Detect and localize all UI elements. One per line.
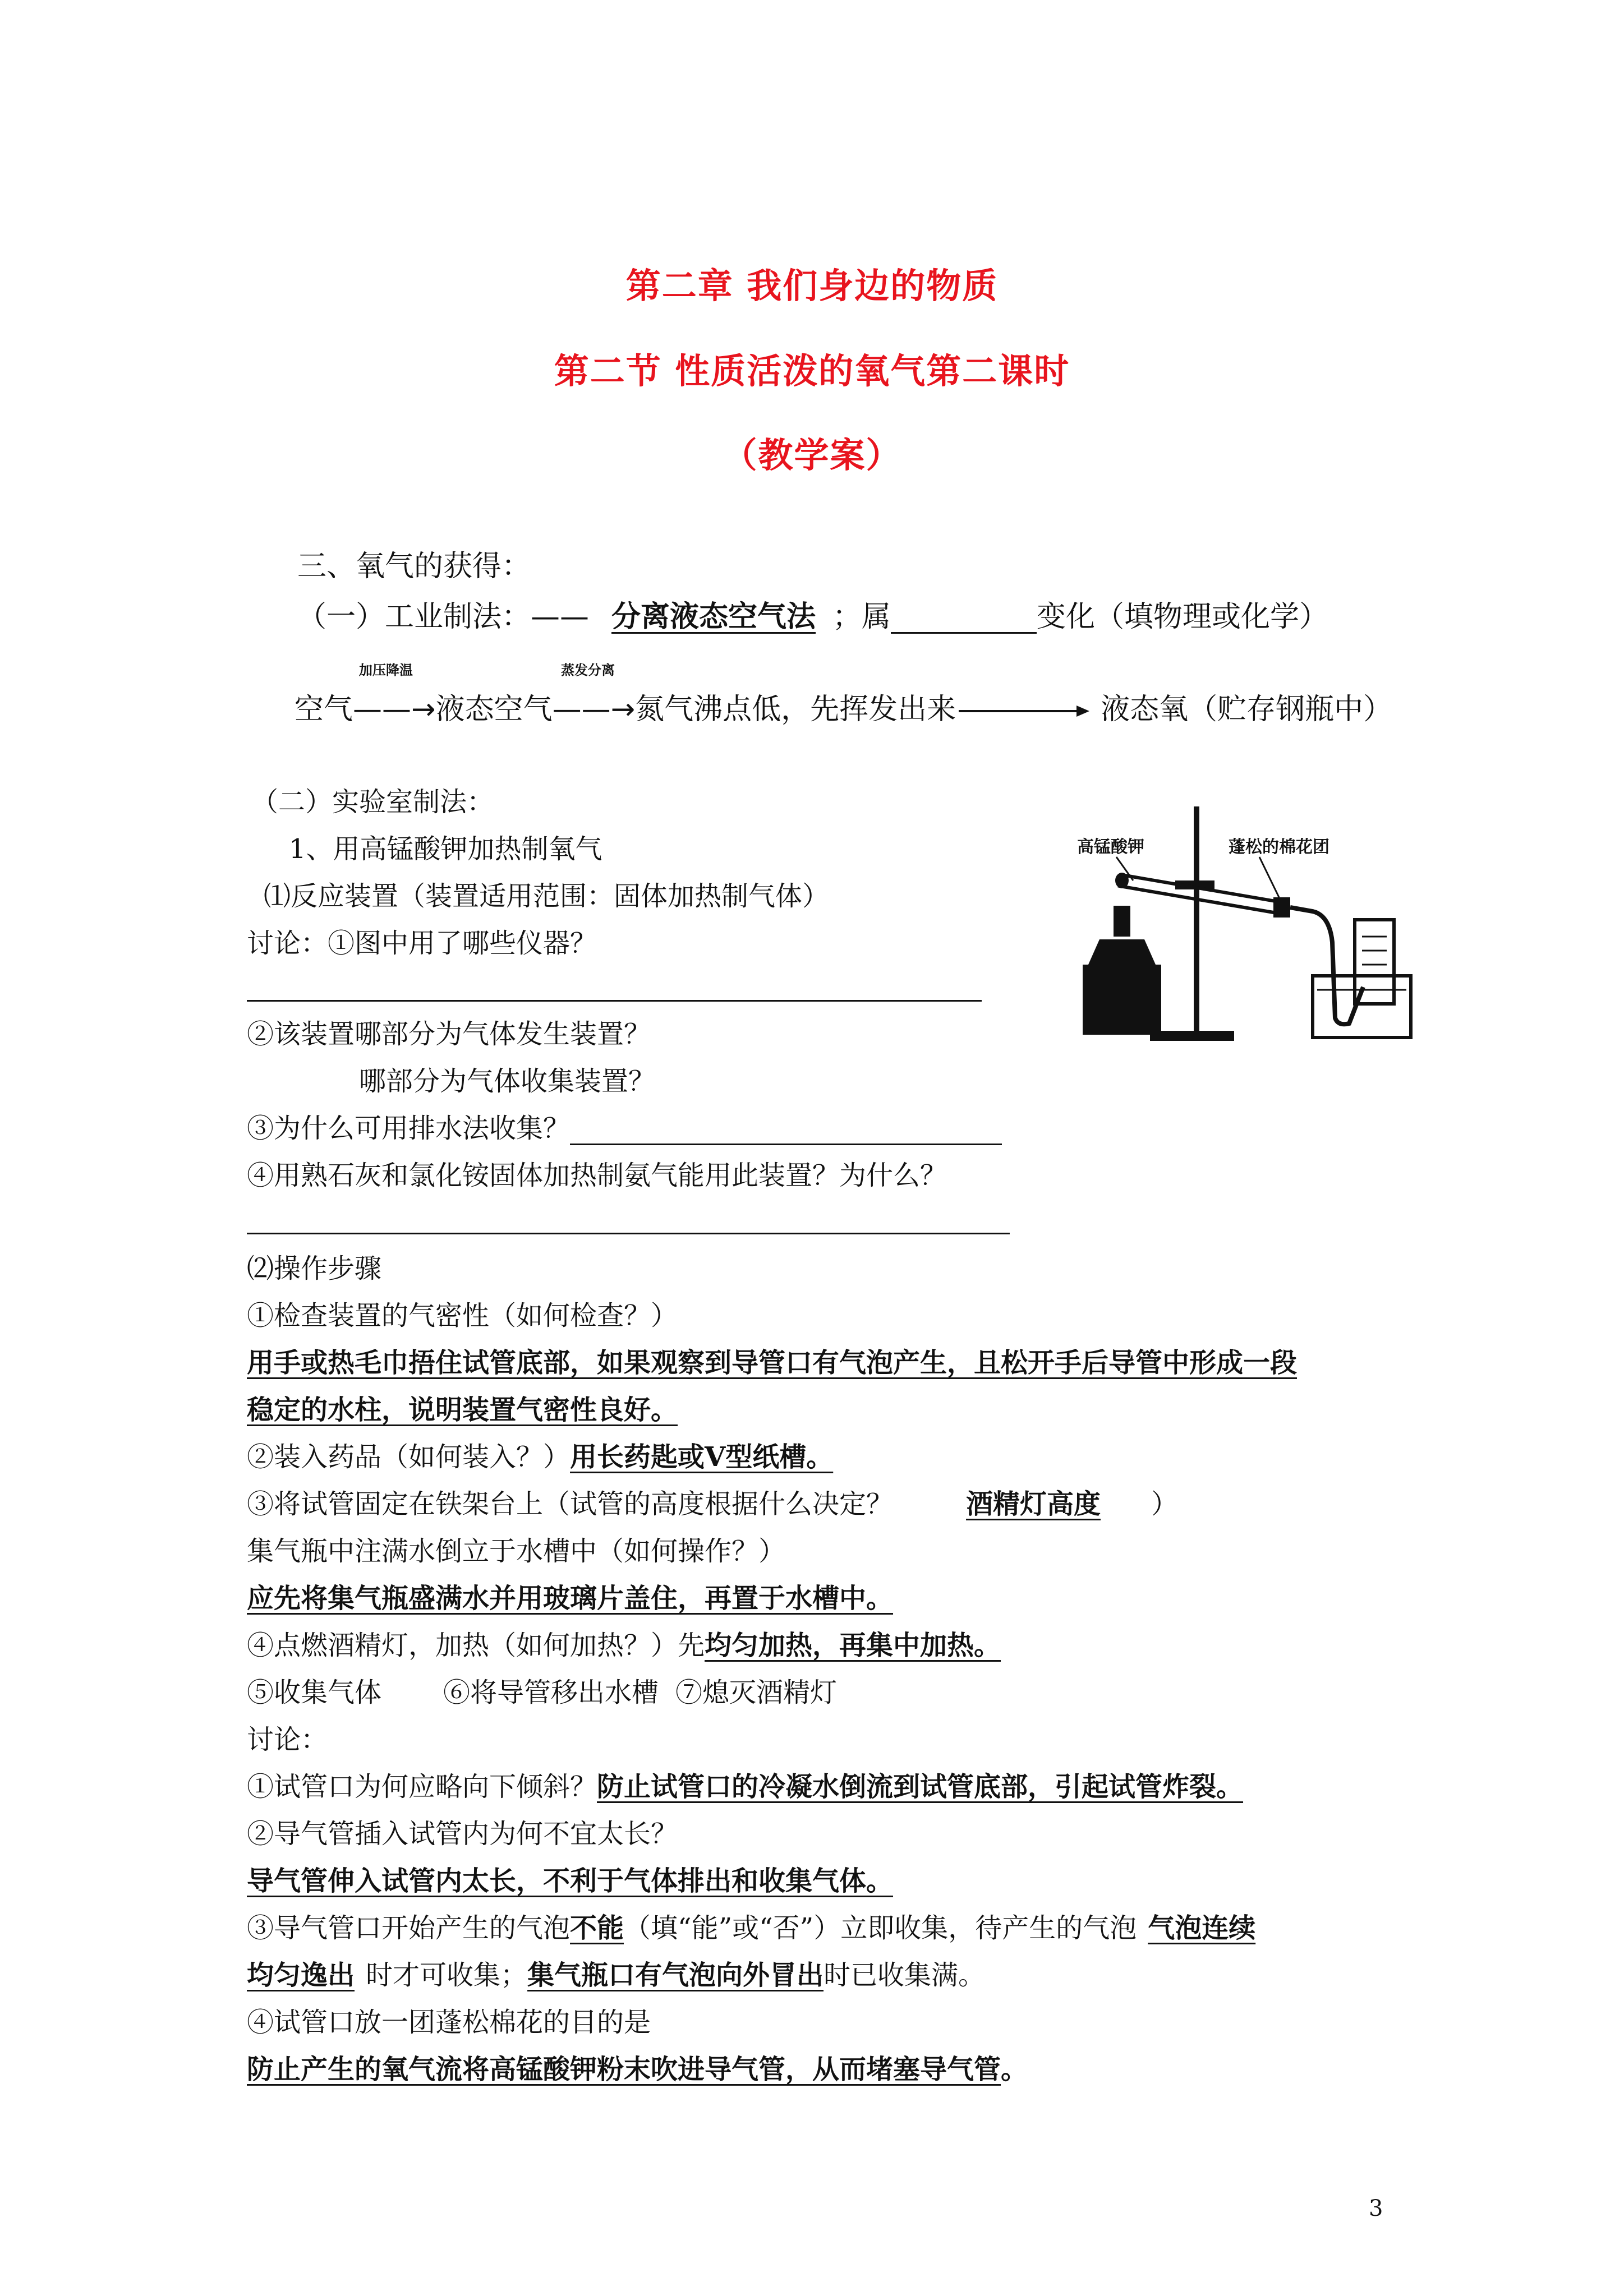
apparatus-diagram [1066, 796, 1414, 1054]
discussion-4: ④试管口放一团蓬松棉花的目的是 [247, 2007, 651, 2038]
discussion-3b-answer: 气泡连续 [1148, 1912, 1256, 1944]
step-7: ⑦熄灭酒精灯 [675, 1677, 838, 1708]
lab-apparatus: ⑴反应装置（装置适用范围：固体加热制气体） [264, 880, 830, 912]
step-4: ④点燃酒精灯，加热（如何加热？）先 [247, 1630, 705, 1661]
step-3-end: ） [1151, 1488, 1179, 1520]
lab-item1: 1、用高锰酸钾加热制氧气 [289, 833, 602, 865]
step-5: ⑤收集气体 [247, 1677, 382, 1708]
step-3: ③将试管固定在铁架台上（试管的高度根据什么决定？ [247, 1488, 894, 1520]
lab-q2: ②该装置哪部分为气体发生装置？ [247, 1018, 651, 1050]
step-2-line [247, 1440, 844, 1474]
discussion-4-answer: 防止产生的氧气流将高锰酸钾粉末吹进导气管，从而堵塞导气管 [247, 2054, 1001, 2085]
page-number: 3 [1369, 2196, 1383, 2221]
discussion-1-answer: 防止试管口的冷凝水倒流到试管底部，引起试管炸裂。 [597, 1771, 1244, 1802]
lab-q3: ③为什么可用排水法收集？ [247, 1113, 571, 1144]
flow-step-1: 空气——→液态空气——→氮气沸点低，先挥发出来 [295, 693, 956, 726]
step-3b-answer: 应先将集气瓶盛满水并用玻璃片盖住，再置于水槽中。 [247, 1583, 894, 1614]
industrial-suffix: 变化（填物理或化学） [1037, 600, 1329, 634]
lab-heading: （二）实验室制法： [251, 786, 494, 818]
flow-label-evaporate: 蒸发分离 [561, 662, 615, 678]
doc-type-title: （教学案） [722, 435, 902, 476]
flow-line [295, 693, 1392, 726]
discussion-2-answer: 导气管伸入试管内太长，不利于气体排出和收集气体。 [247, 1865, 894, 1897]
step-4-line [247, 1629, 1006, 1662]
label-potassium-permanganate: 高锰酸钾 [1077, 837, 1144, 857]
discussion-2: ②导气管插入试管内为何不宜太长？ [247, 1818, 678, 1850]
step-3b: 集气瓶中注满水倒立于水槽中（如何操作？） [247, 1536, 786, 1567]
lab-q4: ④用熟石灰和氯化铵固体加热制氨气能用此装置？为什么？ [247, 1160, 947, 1191]
discussion-1-line [247, 1770, 1254, 1804]
step-2: ②装入药品（如何装入？） [247, 1441, 571, 1473]
step-2-answer: 用长药匙或V型纸槽。 [570, 1441, 834, 1473]
discussion-3a: ③导气管口开始产生的气泡 [247, 1912, 571, 1944]
discussion-4-end: 。 [1001, 2054, 1028, 2085]
flow-arrow-icon [956, 703, 1091, 720]
section-title: 第二节 性质活泼的氧气第二课时 [554, 351, 1070, 391]
discussion-3c-answer: 均匀逸出 [247, 1960, 355, 1991]
apparatus-drawing [1066, 796, 1414, 1054]
answer-line-2 [247, 1233, 1010, 1234]
discussion-4-answer-line [247, 2053, 1028, 2086]
discussion-heading: 讨论： [247, 1724, 328, 1755]
industrial-mid: ；属 [832, 600, 891, 634]
discussion-3a-answer: 不能 [570, 1912, 624, 1944]
industrial-blank [891, 604, 1037, 634]
industrial-prefix: （一）工业制法：—— [297, 600, 590, 634]
step-3-answer: 酒精灯高度 [966, 1488, 1101, 1520]
industrial-answer: 分离液态空气法 [611, 600, 816, 634]
part3-heading: 三、氧气的获得： [297, 550, 531, 583]
discussion-3-line-a [247, 1911, 1255, 1945]
step-1-answer-a: 用手或热毛巾捂住试管底部，如果观察到导管口有气泡产生，且松开手后导管中形成一段 [247, 1347, 1298, 1378]
flow-label-pressurize: 加压降温 [359, 662, 413, 678]
discussion-3b: （填“能”或“否”）立即收集，待产生的气泡 [624, 1912, 1137, 1944]
step-1: ①检查装置的气密性（如何检查？） [247, 1300, 678, 1331]
chapter-title: 第二章 我们身边的物质 [625, 265, 999, 306]
label-cotton-ball: 蓬松的棉花团 [1229, 837, 1329, 857]
q3-blank [570, 1115, 1002, 1145]
discussion-3d: 时已收集满。 [823, 1960, 986, 1991]
step-3-line [247, 1487, 1178, 1521]
discussion-3-line-b [247, 1958, 985, 1992]
discussion-3d-answer: 集气瓶口有气泡向外冒出 [527, 1960, 824, 1991]
lab-q3-line [247, 1112, 1002, 1145]
industrial-line [297, 600, 1328, 634]
flow-step-2: 液态氧（贮存钢瓶中） [1101, 693, 1393, 726]
step-1-answer-b: 稳定的水柱，说明装置气密性良好。 [247, 1394, 678, 1426]
answer-line-1 [247, 1000, 982, 1002]
lab-q2b: 哪部分为气体收集装置？ [359, 1066, 656, 1097]
discussion-1: ①试管口为何应略向下倾斜？ [247, 1771, 597, 1802]
discussion-3c: 时才可收集； [366, 1960, 528, 1991]
step-4-answer: 均匀加热，再集中加热。 [705, 1630, 1001, 1661]
steps-heading: ⑵操作步骤 [247, 1253, 382, 1284]
steps-5-7-line [247, 1676, 837, 1709]
step-6: ⑥将导管移出水槽 [443, 1677, 659, 1708]
lab-discuss1: 讨论：①图中用了哪些仪器？ [247, 928, 597, 959]
